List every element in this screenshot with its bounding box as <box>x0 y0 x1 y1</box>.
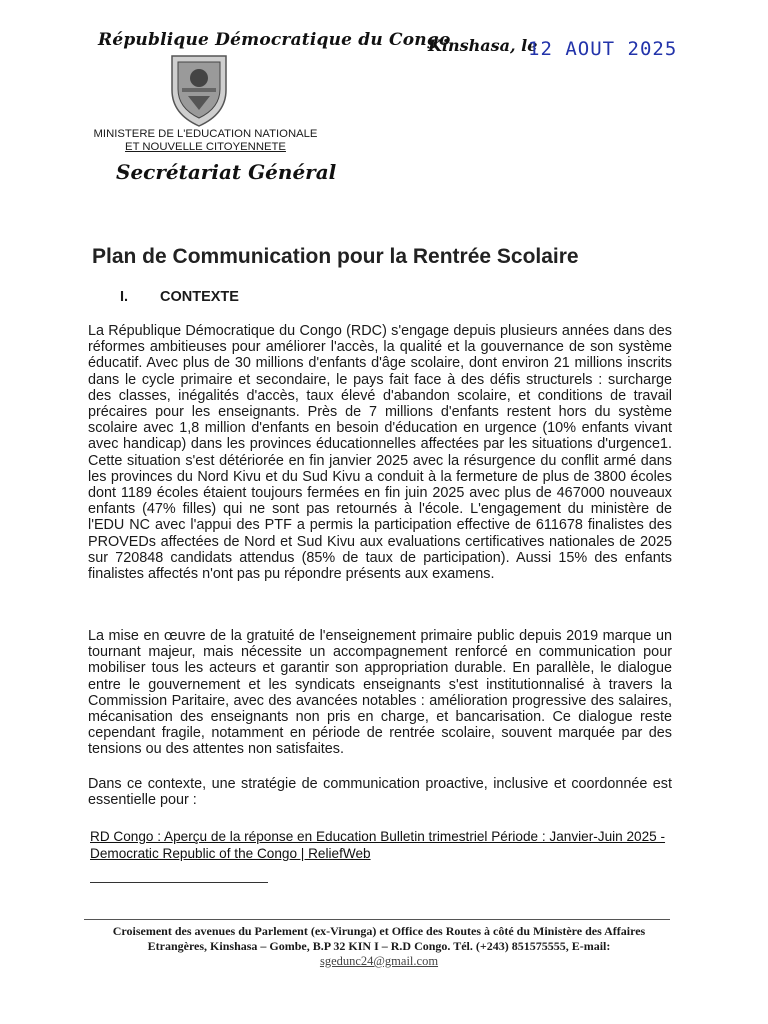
section-title: CONTEXTE <box>160 289 239 305</box>
ministry-block <box>93 128 318 154</box>
ministry-name: MINISTERE DE L'EDUCATION NATIONALE <box>93 128 318 140</box>
section-number: I. <box>120 289 129 305</box>
paragraph-context-1: La République Démocratique du Congo (RDC) s'engage depuis plusieurs années dans des réformes ambitieuses pour améliorer l'accès, la qualité et la gouvernance de son système éducatif. Avec plus de 30 millions d'enfants d'âge scolaire, dont environ 21 millions inscrits dans le cycle primaire et secondaire, le pays fait face à des défis structurels : surcharge des classes, inégalités d'accès, taux élevé d'abandon scolaire, et conditions de travail précaires pour les enseignants. Près de 7 millions d'enfants restent hors du système scolaire avec 1,8 million d'enfants en besoin d'éducation en urgence (10% enfants vivant avec handicap) dans les provinces éducationnelles affectées par les situations d'urgence1. Cette situation s'est détériorée en fin janvier 2025 avec la résurgence du conflit armé dans les provinces du Nord Kivu et du Sud Kivu a conduit à la fermeture de plus de 3800 écoles dont 1189 écoles étaient toujours fermées en fin juin 2025 avec plus de 467000 nouveaux enfants (47% filles) qui ne sont pas retournés à l'école. L'engagement du ministère de l'EDU NC avec l'appui des PTF a permis la participation effective de 611678 finalistes des PROVEDs affectées de Nord et Sud Kivu aux evaluations certificatives nationales de 2025 sur 720848 candidats attendus (85% de taux de participation). Aussi 15% des enfants finalistes affectés n'ont pas pu répondre présents aux examens. <box>88 323 672 583</box>
ministry-name-line2: ET NOUVELLE CITOYENNETE <box>125 141 286 153</box>
paragraph-context-2: La mise en œuvre de la gratuité de l'enseignement primaire public depuis 2019 marque un tournant majeur, mais nécessite un accompagnement renforcé en communication pour mobiliser tous les acteurs et garantir son appropriation durable. En parallèle, le dialogue entre le gouvernement et les syndicats enseignants s'est institutionnalisé à travers la Commission Paritaire, avec des avancées notables : amélioration progressive des salaires, mécanisation des enseignants non pris en charge, et bancarisation. Ce dialogue reste cependant fragile, notamment en période de rentrée scolaire, souvent marquée par des tensions ou des attentes non satisfaites. <box>88 628 672 758</box>
coat-of-arms-emblem-icon <box>166 52 232 128</box>
footer-email-link[interactable]: sgedunc24@gmail.com <box>319 954 439 968</box>
document-title: Plan de Communication pour la Rentrée Scolaire <box>92 245 579 268</box>
paragraph-context-3: Dans ce contexte, une stratégie de communication proactive, inclusive et coordonnée est essentielle pour : <box>88 776 672 809</box>
date-stamp: 12 AOUT 2025 <box>528 38 678 60</box>
footer-divider <box>84 919 670 920</box>
footnote-link[interactable]: RD Congo : Aperçu de la réponse en Education Bulletin trimestriel Période : Janvier-Juin 2025 - Democratic Republic of the Congo | ReliefWeb <box>90 829 666 861</box>
footnote-divider <box>90 882 268 883</box>
secretariat-heading: Secrétariat Général <box>116 160 337 184</box>
place-date-label: Kinshasa, le <box>428 36 538 55</box>
footer-address: Croisement des avenues du Parlement (ex-Virunga) et Office des Routes à côté du Ministère des Affaires Etrangères, Kinshasa – Gombe, B.P 32 KIN I – R.D Congo. Tél. (+243) 851575555, E-mail: <box>112 924 646 953</box>
section-heading <box>120 289 239 305</box>
republic-heading: République Démocratique du Congo <box>98 30 451 50</box>
